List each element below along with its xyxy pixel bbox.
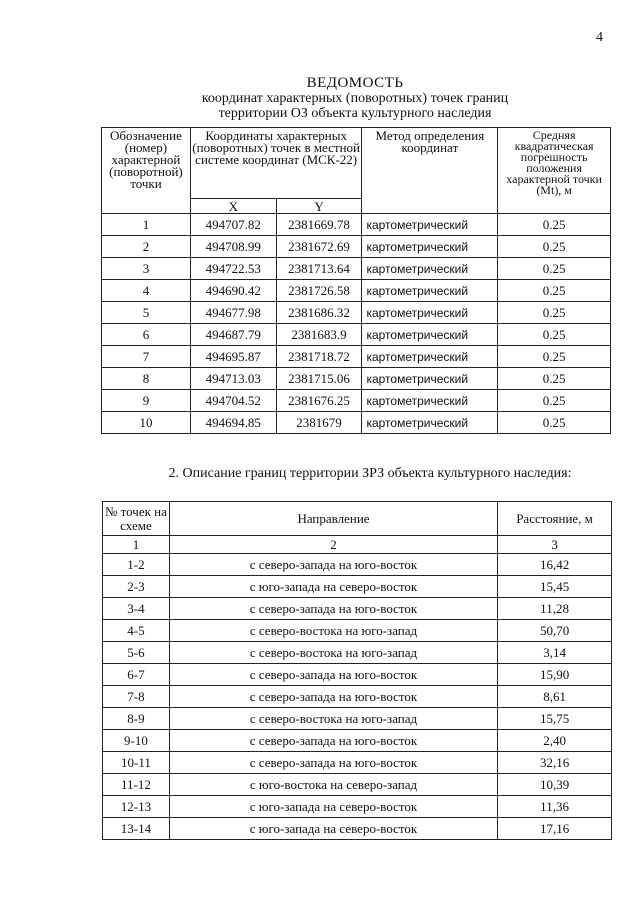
x-coordinate-cell: 494722.53 [190, 258, 276, 280]
header-point-number: Обозначение (номер) характерной (поворотной) точки [102, 128, 191, 214]
distance-cell: 3,14 [498, 642, 612, 664]
x-coordinate-cell: 494713.03 [190, 368, 276, 390]
direction-cell: с северо-востока на юго-запад [169, 708, 497, 730]
y-coordinate-cell: 2381672.69 [276, 236, 362, 258]
point-number-cell: 4 [102, 280, 191, 302]
points-cell: 11-12 [103, 774, 170, 796]
distance-cell: 11,36 [498, 796, 612, 818]
coordinates-table-body [102, 214, 611, 434]
title-line-3: территории ОЗ объекта культурного наследия [218, 106, 492, 121]
table-row [102, 324, 611, 346]
header-col-number-1: 1 [103, 536, 170, 554]
header-method: Метод определения координат [362, 128, 498, 214]
y-coordinate-cell: 2381718.72 [276, 346, 362, 368]
header-direction: Направление [169, 502, 497, 536]
table-row [103, 730, 612, 752]
header-coordinates: Координаты характерных (поворотных) точек в местной системе координат (МСК-22) [190, 128, 362, 199]
error-cell: 0.25 [498, 346, 611, 368]
distance-cell: 15,45 [498, 576, 612, 598]
distance-cell: 11,28 [498, 598, 612, 620]
y-coordinate-cell: 2381686.32 [276, 302, 362, 324]
points-cell: 6-7 [103, 664, 170, 686]
header-col-number-3: 3 [498, 536, 612, 554]
x-coordinate-cell: 494708.99 [190, 236, 276, 258]
table-row [103, 774, 612, 796]
method-cell: картометрический [362, 368, 498, 390]
point-number-cell: 3 [102, 258, 191, 280]
points-cell: 2-3 [103, 576, 170, 598]
table-row [102, 258, 611, 280]
header-col-number-2: 2 [169, 536, 497, 554]
table-row [103, 664, 612, 686]
error-cell: 0.25 [498, 368, 611, 390]
direction-cell: с северо-востока на юго-запад [169, 620, 497, 642]
points-cell: 10-11 [103, 752, 170, 774]
error-cell: 0.25 [498, 280, 611, 302]
distance-cell: 2,40 [498, 730, 612, 752]
error-cell: 0.25 [498, 258, 611, 280]
x-coordinate-cell: 494704.52 [190, 390, 276, 412]
header-distance: Расстояние, м [498, 502, 612, 536]
point-number-cell: 8 [102, 368, 191, 390]
method-cell: картометрический [362, 214, 498, 236]
direction-cell: с северо-запада на юго-восток [169, 752, 497, 774]
table-row [102, 280, 611, 302]
error-cell: 0.25 [498, 214, 611, 236]
direction-cell: с юго-запада на северо-восток [169, 796, 497, 818]
direction-cell: с северо-запада на юго-восток [169, 598, 497, 620]
title-line-2: координат характерных (поворотных) точек границ [201, 91, 509, 106]
points-cell: 9-10 [103, 730, 170, 752]
table-row [103, 554, 612, 576]
header-y: Y [276, 199, 362, 214]
method-cell: картометрический [362, 280, 498, 302]
points-cell: 3-4 [103, 598, 170, 620]
error-cell: 0.25 [498, 302, 611, 324]
point-number-cell: 2 [102, 236, 191, 258]
borders-table-body [103, 554, 612, 840]
header-error: Средняя квадратическая погрешность положения характерной точки (Mt), м [498, 128, 611, 214]
x-coordinate-cell: 494694.85 [190, 412, 276, 434]
points-cell: 7-8 [103, 686, 170, 708]
y-coordinate-cell: 2381679 [276, 412, 362, 434]
header-x: X [190, 199, 276, 214]
document-title [100, 76, 610, 121]
table-row [102, 346, 611, 368]
y-coordinate-cell: 2381715.06 [276, 368, 362, 390]
distance-cell: 10,39 [498, 774, 612, 796]
direction-cell: с юго-запада на северо-восток [169, 818, 497, 840]
distance-cell: 15,90 [498, 664, 612, 686]
point-number-cell: 10 [102, 412, 191, 434]
point-number-cell: 6 [102, 324, 191, 346]
x-coordinate-cell: 494687.79 [190, 324, 276, 346]
error-cell: 0.25 [498, 324, 611, 346]
table-row [102, 214, 611, 236]
table-row [103, 708, 612, 730]
table-row [103, 598, 612, 620]
error-cell: 0.25 [498, 390, 611, 412]
table-row [102, 412, 611, 434]
direction-cell: с северо-запада на юго-восток [169, 730, 497, 752]
method-cell: картометрический [362, 346, 498, 368]
distance-cell: 32,16 [498, 752, 612, 774]
method-cell: картометрический [362, 324, 498, 346]
x-coordinate-cell: 494677.98 [190, 302, 276, 324]
point-number-cell: 5 [102, 302, 191, 324]
direction-cell: с северо-запада на юго-восток [169, 664, 497, 686]
method-cell: картометрический [362, 390, 498, 412]
section-2-heading: 2. Описание границ территории ЗРЗ объекта культурного наследия: [168, 466, 572, 481]
table-row [102, 236, 611, 258]
distance-cell: 15,75 [498, 708, 612, 730]
title-line-1: ВЕДОМОСТЬ [306, 75, 404, 91]
table-row [102, 390, 611, 412]
coordinates-table [101, 127, 611, 434]
points-cell: 8-9 [103, 708, 170, 730]
distance-cell: 16,42 [498, 554, 612, 576]
y-coordinate-cell: 2381676.25 [276, 390, 362, 412]
y-coordinate-cell: 2381713.64 [276, 258, 362, 280]
page-number: 4 [596, 30, 603, 45]
table-row [103, 752, 612, 774]
distance-cell: 17,16 [498, 818, 612, 840]
table-row [103, 576, 612, 598]
header-points: № точек на схеме [103, 502, 170, 536]
direction-cell: с северо-запада на юго-восток [169, 554, 497, 576]
table-row [103, 620, 612, 642]
distance-cell: 8,61 [498, 686, 612, 708]
table-row [103, 818, 612, 840]
table-row [103, 642, 612, 664]
y-coordinate-cell: 2381669.78 [276, 214, 362, 236]
points-cell: 12-13 [103, 796, 170, 818]
point-number-cell: 1 [102, 214, 191, 236]
x-coordinate-cell: 494690.42 [190, 280, 276, 302]
y-coordinate-cell: 2381726.58 [276, 280, 362, 302]
x-coordinate-cell: 494707.82 [190, 214, 276, 236]
distance-cell: 50,70 [498, 620, 612, 642]
table-row [103, 796, 612, 818]
method-cell: картометрический [362, 412, 498, 434]
direction-cell: с северо-запада на юго-восток [169, 686, 497, 708]
table-row [103, 686, 612, 708]
table-row [102, 302, 611, 324]
points-cell: 4-5 [103, 620, 170, 642]
x-coordinate-cell: 494695.87 [190, 346, 276, 368]
point-number-cell: 9 [102, 390, 191, 412]
error-cell: 0.25 [498, 412, 611, 434]
table-row [102, 368, 611, 390]
method-cell: картометрический [362, 236, 498, 258]
method-cell: картометрический [362, 258, 498, 280]
direction-cell: с северо-востока на юго-запад [169, 642, 497, 664]
error-cell: 0.25 [498, 236, 611, 258]
point-number-cell: 7 [102, 346, 191, 368]
borders-table [102, 501, 612, 840]
points-cell: 5-6 [103, 642, 170, 664]
direction-cell: с юго-востока на северо-запад [169, 774, 497, 796]
y-coordinate-cell: 2381683.9 [276, 324, 362, 346]
method-cell: картометрический [362, 302, 498, 324]
direction-cell: с юго-запада на северо-восток [169, 576, 497, 598]
points-cell: 13-14 [103, 818, 170, 840]
points-cell: 1-2 [103, 554, 170, 576]
